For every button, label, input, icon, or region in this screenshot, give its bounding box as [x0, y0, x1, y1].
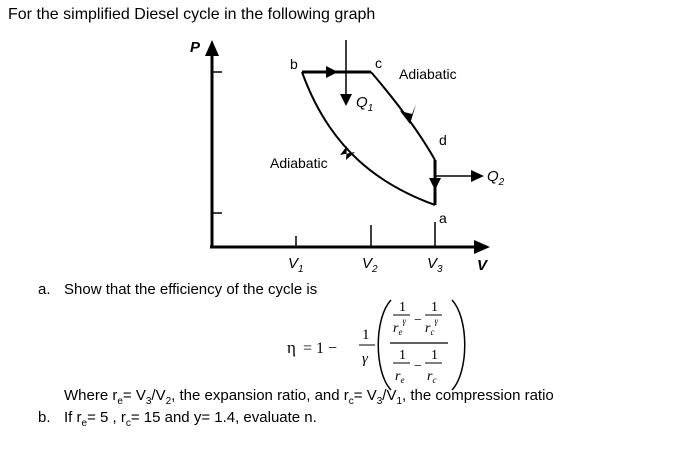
- v2-sub: 2: [372, 264, 378, 275]
- svg-text:1: 1: [431, 300, 438, 315]
- heat-in-label: Q: [356, 94, 368, 111]
- point-c-label: c: [375, 55, 382, 71]
- v2-label: V: [362, 255, 373, 272]
- heat-out-sub: 2: [498, 177, 505, 188]
- v1-sub: 1: [298, 264, 304, 275]
- point-b-label: b: [290, 56, 298, 72]
- intro-text: For the simplified Diesel cycle in the following graph: [8, 6, 376, 23]
- svg-text:re: $r_e$: [395, 369, 405, 385]
- v3-sub: 3: [437, 264, 443, 275]
- svg-text:−: −: [414, 359, 422, 374]
- formula-one-over: 1: [362, 327, 370, 343]
- question-b-text: If $r_e= 5$ , $r_c= 15$ and y= 1.4, evaluate n.: [64, 409, 317, 429]
- v-axis-label: V: [477, 257, 488, 274]
- point-d-label: d: [439, 132, 447, 148]
- point-a-label: a: [439, 210, 447, 226]
- svg-text:rc: $r_c$: [427, 369, 437, 385]
- where-text: Where $r_e= V_3/V_2$, the expansion ratio, and $r_c= V_3/V_1$, the compression ratio: [64, 387, 554, 407]
- svg-text:1: 1: [399, 300, 406, 315]
- heat-out-label: Q: [487, 168, 499, 185]
- p-axis-label: P: [190, 39, 201, 56]
- adiabatic-label-top: Adiabatic: [399, 66, 457, 82]
- formula-gamma: γ: [362, 351, 368, 367]
- v3-label: V: [427, 255, 438, 272]
- formula-eta: η: [287, 338, 296, 357]
- adiabatic-label-left: Adiabatic: [270, 155, 328, 171]
- right-paren: [452, 300, 465, 390]
- left-paren: [378, 300, 391, 390]
- formula-equals: = 1 −: [303, 340, 338, 357]
- question-a-marker: a.: [38, 281, 51, 298]
- svg-text:reγ: $r_e^\gamma$: [393, 316, 406, 337]
- svg-text:rcγ: $r_c^\gamma$: [425, 316, 438, 337]
- question-b-marker: b.: [38, 409, 51, 426]
- svg-text:1: 1: [431, 348, 438, 363]
- svg-text:1: 1: [399, 348, 406, 363]
- heat-in-sub: 1: [367, 103, 374, 114]
- v1-label: V: [288, 255, 299, 272]
- question-a-text: Show that the efficiency of the cycle is: [64, 281, 318, 298]
- svg-text:−: −: [414, 313, 422, 328]
